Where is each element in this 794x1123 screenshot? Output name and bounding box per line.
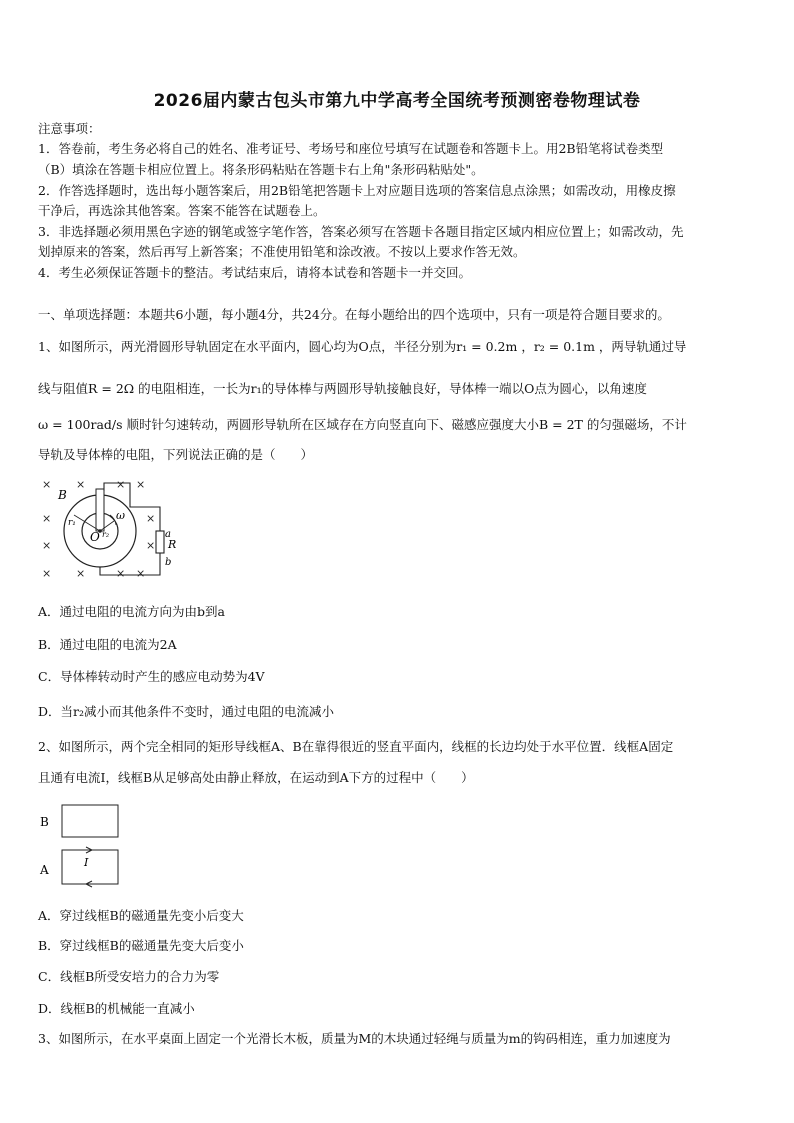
exam-title: 2026届内蒙古包头市第九中学高考全国统考预测密卷物理试卷 — [153, 91, 641, 111]
label-R: R — [168, 538, 177, 551]
label-b: b — [165, 557, 172, 568]
label-frame-B: B — [40, 815, 49, 829]
label-O: O — [90, 530, 100, 544]
label-frame-A: A — [40, 863, 49, 877]
field-cross: × — [136, 478, 146, 491]
label-B: B — [58, 488, 67, 502]
field-cross: × — [42, 478, 52, 491]
frame-B — [62, 805, 118, 837]
q2-option-d: D．线框B的机械能一直减小 — [38, 1001, 195, 1016]
notice-line: 2．作答选择题时，选出每小题答案后，用2B铅笔把答题卡上对应题目选项的答案信息点涂黑；如需改动，用橡皮擦 — [38, 183, 676, 198]
q1-stem-line: 导轨及导体棒的电阻，下列说法正确的是（ ） — [38, 447, 314, 462]
notice-line: 4．考生必须保证答题卡的整洁。考试结束后，请将本试卷和答题卡一并交回。 — [38, 265, 471, 280]
label-a: a — [165, 529, 171, 540]
q1-stem-line: 1、如图所示，两光滑圆形导轨固定在水平面内，圆心均为O点，半径分别为r₁ = 0.2m ，r₂ = 0.1m ，两导轨通过导 — [38, 339, 687, 354]
q1-option-c: C．导体棒转动时产生的感应电动势为4V — [38, 669, 265, 684]
q2-option-b: B．穿过线框B的磁通量先变大后变小 — [38, 938, 244, 953]
q2-coils-figure — [38, 800, 128, 892]
label-current-I: I — [84, 856, 89, 869]
q3-stem-line: 3、如图所示，在水平桌面上固定一个光滑长木板，质量为M的木块通过轻绳与质量为m的钩码相连，重力加速度为 — [38, 1031, 671, 1046]
q1-stem-line: 线与阻值R = 2Ω 的电阻相连，一长为r₁的导体棒与两圆形导轨接触良好，导体棒一端以O点为圆心，以角速度 — [38, 381, 647, 396]
label-r2: r₂ — [102, 530, 110, 539]
resistor-R — [156, 531, 164, 553]
wire-bottom — [100, 553, 160, 575]
field-cross: × — [76, 478, 86, 491]
q2-stem-line: 且通有电流I，线框B从足够高处由静止释放，在运动到A下方的过程中（ ） — [38, 770, 474, 785]
q1-option-a: A．通过电阻的电流方向为由b到a — [38, 604, 225, 619]
field-cross: × — [116, 478, 126, 491]
q1-option-b: B．通过电阻的电流为2A — [38, 637, 177, 652]
q1-option-d: D．当r₂减小而其他条件不变时，通过电阻的电流减小 — [38, 704, 335, 719]
q2-option-a: A．穿过线框B的磁通量先变小后变大 — [38, 908, 244, 923]
field-cross: × — [42, 567, 52, 580]
field-cross: × — [146, 512, 156, 525]
q1-stem-line: ω = 100rad/s 顺时针匀速转动，两圆形导轨所在区域存在方向竖直向下、磁感应强度大小B = 2T 的匀强磁场，不计 — [38, 417, 687, 432]
section-heading: 一、单项选择题：本题共6小题，每小题4分，共24分。在每小题给出的四个选项中，只有一项是符合题目要求的。 — [38, 307, 670, 322]
label-omega: ω — [116, 509, 125, 522]
conductor-rod — [96, 489, 104, 531]
q2-option-c: C．线框B所受安培力的合力为零 — [38, 969, 220, 984]
field-cross: × — [76, 567, 86, 580]
frame-A — [62, 850, 118, 884]
field-cross: × — [136, 567, 146, 580]
notice-line: 3．非选择题必须用黑色字迹的钢笔或签字笔作答，答案必须写在答题卡各题目指定区域内相应位置上；如需改动，先 — [38, 224, 684, 239]
q2-stem-line: 2、如图所示，两个完全相同的矩形导线框A、B在靠得很近的竖直平面内，线框的长边均处于水平位置．线框A固定 — [38, 739, 674, 754]
notice-line: 1．答卷前，考生务必将自己的姓名、准考证号、考场号和座位号填写在试题卷和答题卡上。用2B铅笔将试卷类型 — [38, 141, 664, 156]
field-cross: × — [146, 539, 156, 552]
field-cross: × — [42, 539, 52, 552]
field-cross: × — [116, 567, 126, 580]
label-r1: r₁ — [68, 518, 76, 528]
notice-line: 划掉原来的答案，然后再写上新答案；不准使用铅笔和涂改液。不按以上要求作答无效。 — [38, 244, 526, 259]
notice-heading: 注意事项： — [38, 121, 101, 136]
q1-circuit-figure — [38, 475, 188, 585]
notice-line: 干净后，再选涂其他答案。答案不能答在试题卷上。 — [38, 203, 326, 218]
notice-line: （B）填涂在答题卡相应位置上。将条形码粘贴在答题卡右上角"条形码粘贴处"。 — [38, 162, 484, 177]
field-cross: × — [42, 512, 52, 525]
